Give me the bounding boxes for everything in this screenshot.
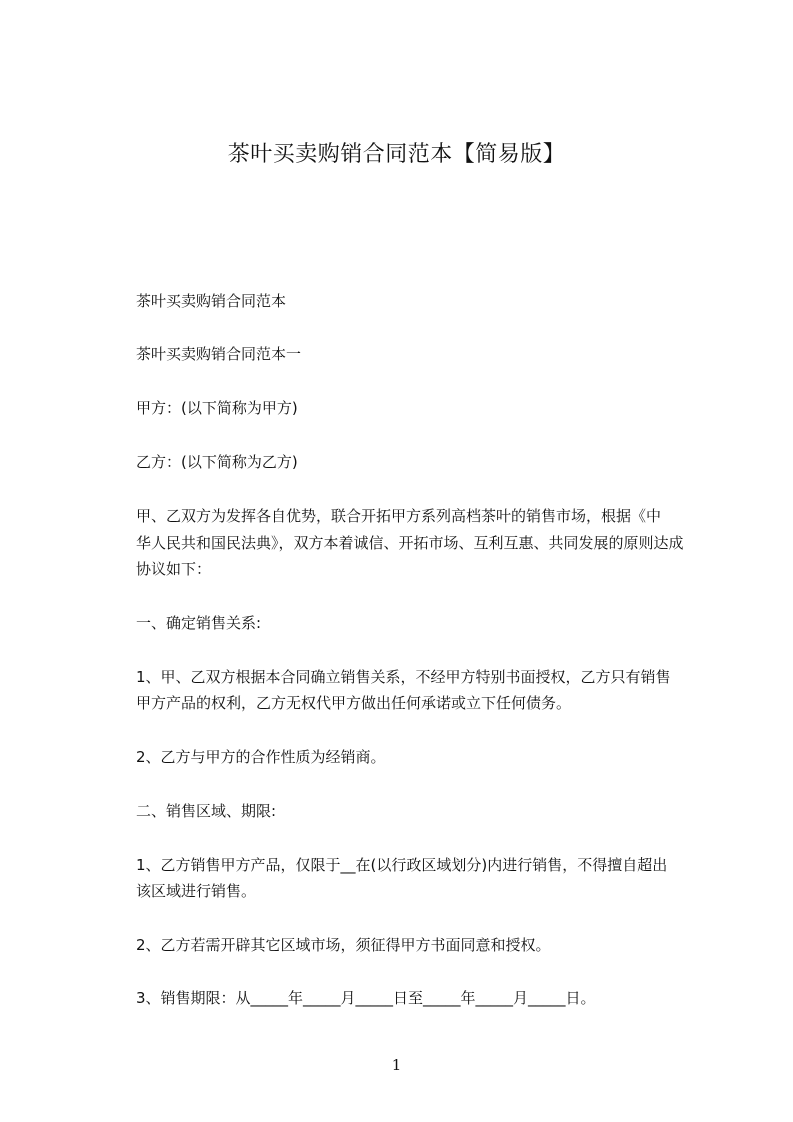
subtitle-line: 茶叶买卖购销合同范本 bbox=[136, 292, 287, 310]
clause-2-3: 3、销售期限：从_____年_____月_____日至_____年_____月_____日。 bbox=[136, 989, 596, 1007]
intro-paragraph-line-1: 甲、乙双方为发挥各自优势，联合开拓甲方系列高档茶叶的销售市场，根据《中 bbox=[136, 507, 662, 525]
section-heading-template-one: 茶叶买卖购销合同范本一 bbox=[136, 345, 302, 363]
intro-paragraph-line-2: 华人民共和国民法典》，双方本着诚信、开拓市场、互利互惠、共同发展的原则达成 bbox=[136, 534, 684, 552]
document-title: 茶叶买卖购销合同范本【简易版】 bbox=[227, 142, 566, 167]
section-heading-2: 二、销售区域、期限: bbox=[136, 802, 277, 820]
clause-1-1-line-2: 甲方产品的权利，乙方无权代甲方做出任何承诺或立下任何债务。 bbox=[136, 694, 572, 712]
clause-2-2: 2、乙方若需开辟其它区域市场，须征得甲方书面同意和授权。 bbox=[136, 936, 551, 954]
party-b-line: 乙方：(以下简称为乙方) bbox=[136, 453, 298, 471]
intro-paragraph-line-3: 协议如下： bbox=[136, 560, 212, 578]
page-number: 1 bbox=[391, 1056, 402, 1074]
clause-2-1-line-2: 该区域进行销售。 bbox=[136, 882, 257, 900]
section-heading-1: 一、确定销售关系: bbox=[136, 614, 262, 632]
clause-2-1-line-1: 1、乙方销售甲方产品，仅限于__在(以行政区域划分)内进行销售，不得擅自超出 bbox=[136, 856, 668, 874]
clause-1-2: 2、乙方与甲方的合作性质为经销商。 bbox=[136, 748, 386, 766]
clause-1-1-line-1: 1、甲、乙双方根据本合同确立销售关系，不经甲方特别书面授权，乙方只有销售 bbox=[136, 668, 671, 686]
party-a-line: 甲方：(以下简称为甲方) bbox=[136, 399, 298, 417]
